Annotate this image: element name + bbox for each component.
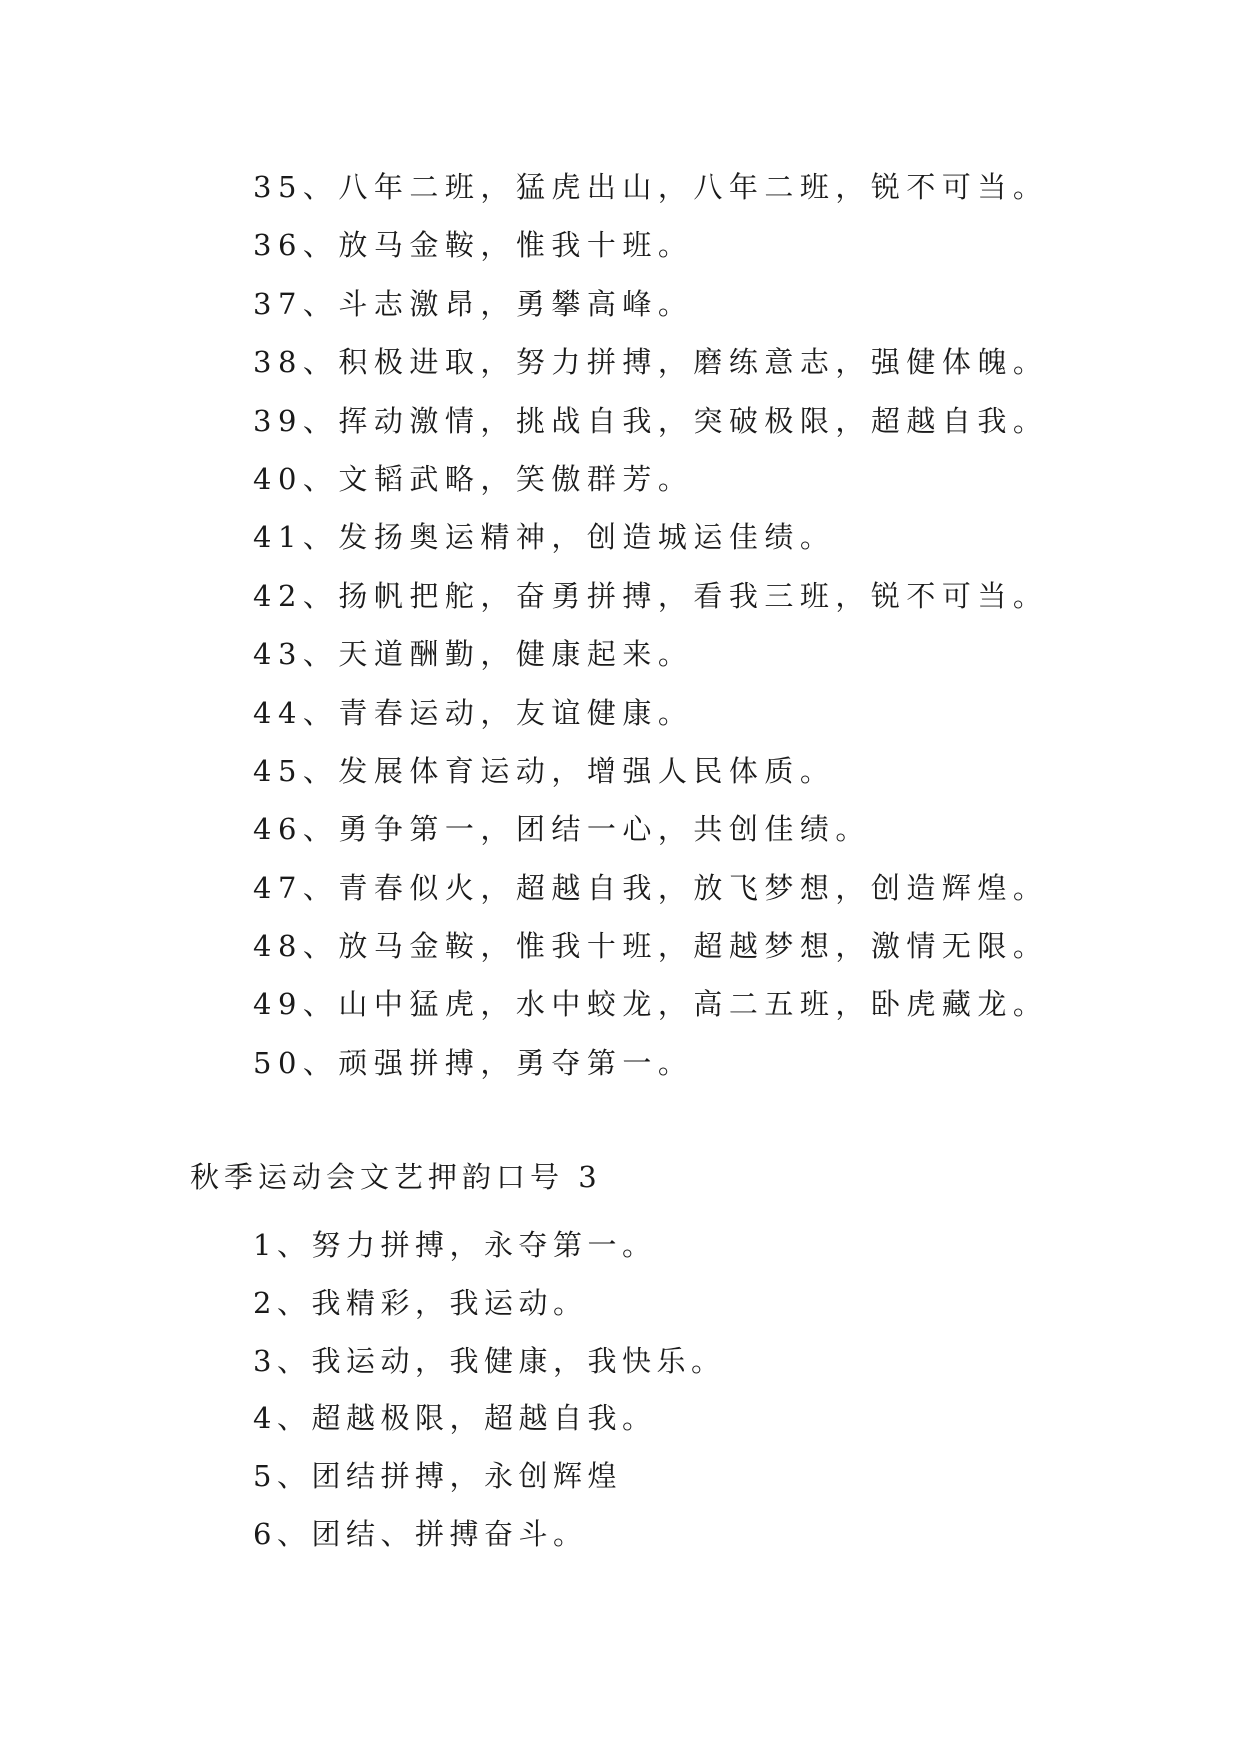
- list-item: 36、放马金鞍，惟我十班。: [253, 228, 694, 263]
- list-item: 49、山中猛虎，水中蛟龙，高二五班，卧虎藏龙。: [253, 987, 1049, 1022]
- section-title: 秋季运动会文艺押韵口号 3: [190, 1160, 602, 1194]
- list-item: 1、努力拼搏，永夺第一。: [253, 1228, 657, 1262]
- list-item: 35、八年二班，猛虎出山，八年二班，锐不可当。: [253, 170, 1049, 204]
- list-item: 38、积极进取，努力拼搏，磨练意志，强健体魄。: [253, 345, 1049, 380]
- list-item: 2、我精彩，我运动。: [253, 1285, 588, 1320]
- list-item: 41、发扬奥运精神，创造城运佳绩。: [253, 520, 836, 555]
- list-item: 3、我运动，我健康，我快乐。: [253, 1343, 726, 1378]
- list-item: 4、超越极限，超越自我。: [253, 1401, 657, 1436]
- list-item: 44、青春运动，友谊健康。: [253, 695, 694, 730]
- list-item: 37、斗志激昂，勇攀高峰。: [253, 286, 694, 321]
- slogan-list-continued: [253, 158, 1153, 1092]
- list-item: 42、扬帆把舵，奋勇拼搏，看我三班，锐不可当。: [253, 578, 1049, 613]
- list-item: 46、勇争第一，团结一心，共创佳绩。: [253, 812, 871, 847]
- list-item: 5、团结拼搏，永创辉煌: [253, 1459, 622, 1494]
- list-item: 39、挥动激情，挑战自我，突破极限，超越自我。: [253, 403, 1049, 438]
- list-item: 50、顽强拼搏，勇夺第一。: [253, 1045, 694, 1080]
- slogan-list: [253, 1217, 1153, 1564]
- list-item: 6、团结、拼搏奋斗。: [253, 1516, 588, 1551]
- list-item: 48、放马金鞍，惟我十班，超越梦想，激情无限。: [253, 929, 1049, 964]
- list-item: 45、发展体育运动，增强人民体质。: [253, 753, 836, 788]
- list-item: 43、天道酬勤，健康起来。: [253, 637, 694, 672]
- list-item: 40、文韬武略，笑傲群芳。: [253, 461, 694, 496]
- list-item: 47、青春似火，超越自我，放飞梦想，创造辉煌。: [253, 870, 1049, 905]
